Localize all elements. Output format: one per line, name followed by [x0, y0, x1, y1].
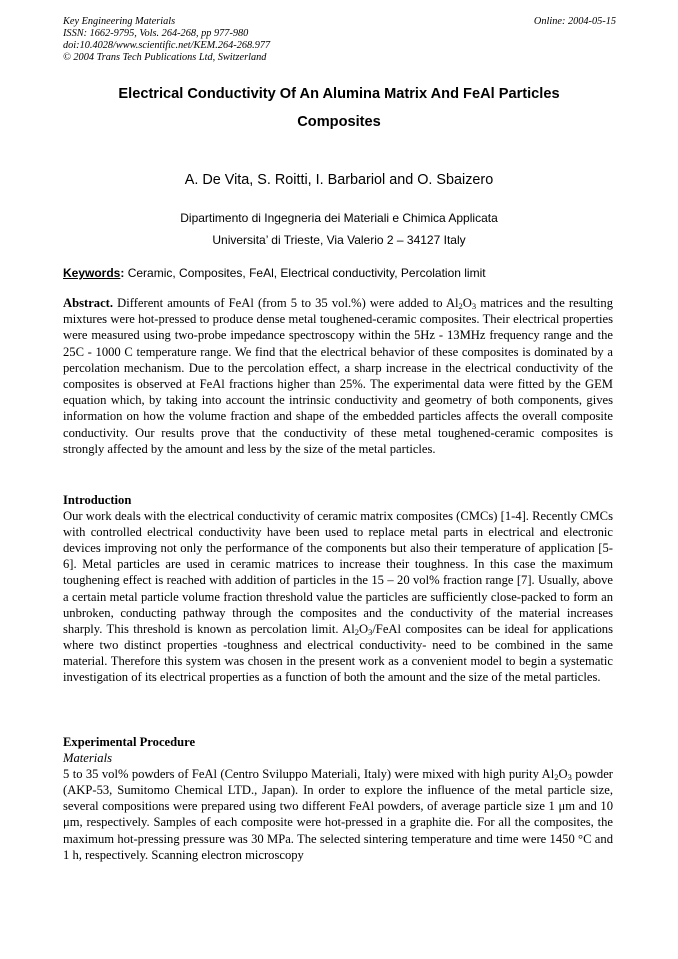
doi-line: doi:10.4028/www.scientific.net/KEM.264-268.977 [63, 40, 271, 51]
abstract [63, 295, 613, 457]
subscript: 3 [368, 626, 373, 637]
title-line-2: Composites [297, 114, 381, 130]
keywords-label: Keywords [63, 266, 121, 280]
experimental-heading: Experimental Procedure [63, 735, 196, 749]
abstract-label: Abstract. [63, 296, 114, 310]
issn-line: ISSN: 1662-9795, Vols. 264-268, pp 977-980 [63, 28, 249, 39]
copyright-line: © 2004 Trans Tech Publications Ltd, Switzerland [63, 52, 267, 63]
materials-text-start: 5 to 35 vol% powders of FeAl (Centro Sviluppo Materiali, Italy) were mixed with high purity Al [63, 767, 555, 782]
introduction-text-mid: O [358, 621, 369, 636]
introduction-section [63, 492, 613, 685]
subscript: 3 [471, 301, 477, 311]
materials-text-end: powder (AKP-53, Sumitomo Chemical LTD., Japan). In order to explore the influence of the metal particle size, several compositions were prepared using two different FeAl powders, of average particle size 1 μm and 10 μm, respectively. Samples of each composite were hot-pressed in a graphite die. For all the composites, the maximum hot-pressing pressure was 30 MPa. The selected sintering temperature and time were 1450 °C and 1 h, respectively. Scanning electron microscopy [63, 767, 613, 862]
introduction-text-end: /FeAl composites can be ideal for applications where two distinct properties -toughness and electrical conductivity- need to be combined in the same material. Therefore this system was chosen in the present work as a convenient model to begin a systematic investigation of its electrical properties as a function of both the amount and the size of the metal particles. [63, 621, 613, 685]
journal-header [63, 16, 616, 64]
abstract-text-mid: O [462, 296, 472, 310]
affiliation [60, 207, 618, 251]
abstract-text-start: Different amounts of FeAl (from 5 to 35 vol.%) were added to Al [117, 296, 459, 310]
title-line-1: Electrical Conductivity Of An Alumina Matrix And FeAl Particles [118, 86, 560, 102]
introduction-heading: Introduction [63, 493, 132, 507]
introduction-text-start: Our work deals with the electrical conductivity of ceramic matrix composites (CMCs) [1-4]. Recently CMCs with controlled electrical conductivity have been used to replace metal parts in electrical and electronic devices improving not only the performance of the components but also their temperature of application [5-6]. Metal particles are used in ceramic matrices to increase their toughness. In this case the maximum toughening effect is reached with addition of particles in the 15 – 20 vol% fraction range [7]. Usually, above a certain metal particle volume fraction threshold value the particles are sufficiently close-packed to form an unbroken, conducting pathway through the composites and the conductivity of the material increases sharply. This threshold is known as percolation limit. Al [63, 509, 613, 636]
affiliation-line-2: Universita’ di Trieste, Via Valerio 2 – 34127 Italy [212, 233, 466, 247]
experimental-section [63, 734, 613, 863]
materials-text-mid: O [558, 767, 568, 782]
affiliation-line-1: Dipartimento di Ingegneria dei Materiali e Chimica Applicata [180, 211, 498, 225]
subscript: 3 [567, 772, 572, 783]
author-list: A. De Vita, S. Roitti, I. Barbariol and O. Sbaizero [184, 172, 494, 188]
subscript: 2 [458, 301, 463, 311]
online-date: Online: 2004-05-15 [533, 16, 616, 27]
paper-title [60, 80, 618, 136]
materials-subheading: Materials [63, 751, 112, 766]
journal-name: Key Engineering Materials [63, 16, 176, 27]
subscript: 2 [354, 626, 359, 637]
abstract-text-end: matrices and the resulting mixtures were hot-pressed to produce dense metal toughened-ceramic composites. Their electrical properties were measured using two-probe impedance spectroscopy within the 5Hz - 13MHz frequency range and the 25C - 1000 C temperature range. We find that the electrical behavior of these composites is dominated by a percolation mechanism. Due to the percolation effect, a sharp increase in the electrical conductivity of the composites is observed at FeAl fractions higher than 25%. The experimental data were fitted by the GEM equation which, by taking into account the intrinsic conductivity and geometry of both components, gives information on how the volume fraction and shape of the embedded particles affects the overall composite conductivity. Our results prove that the conductivity of these metal toughened-ceramic composites is strongly affected by the amount and less by the size of the metal particles. [63, 296, 613, 456]
keywords: Keywords: Ceramic, Composites, FeAl, Electrical conductivity, Percolation limit [63, 266, 486, 280]
subscript: 2 [554, 772, 559, 783]
keywords-text: Ceramic, Composites, FeAl, Electrical conductivity, Percolation limit [127, 266, 486, 280]
